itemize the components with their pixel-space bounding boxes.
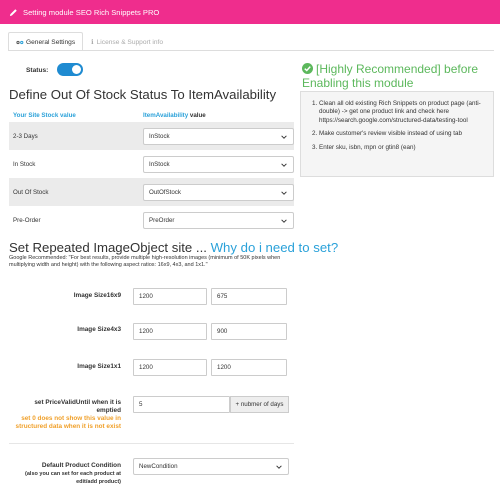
status-toggle[interactable]: [57, 63, 83, 76]
col-header-item-availability: [143, 112, 206, 119]
table-row: [9, 122, 294, 150]
stock-label: Out Of Stock: [13, 188, 49, 196]
stock-label: 2-3 Days: [13, 132, 38, 140]
tab-license-support-label: License & Support info: [96, 38, 163, 46]
image-4x3-height-input[interactable]: 900: [211, 323, 287, 340]
tab-license-support[interactable]: [83, 32, 171, 51]
condition-select[interactable]: [133, 458, 289, 475]
chevron-down-icon: [281, 134, 287, 140]
divider: [9, 443, 294, 444]
tab-bar: [8, 32, 171, 51]
image-16x9-height-input[interactable]: 675: [211, 288, 287, 305]
chevron-down-icon: [281, 218, 287, 224]
image-object-heading: [9, 240, 338, 255]
tab-general-settings-label: General Settings: [26, 38, 76, 46]
recommend-list: [309, 100, 492, 157]
condition-label: [9, 462, 121, 486]
chevron-down-icon: [276, 464, 282, 470]
list-item: 3. Enter sku, isbn, mpn or gtin8 (ean): [319, 144, 492, 152]
col-header-site-stock: Your Site Stock value: [13, 112, 76, 119]
gear-icon: [16, 39, 24, 46]
module-title: Setting module SEO Rich Snippets PRO: [23, 7, 160, 17]
availability-select[interactable]: [143, 184, 294, 201]
module-header: [0, 0, 500, 24]
image-1x1-width-input[interactable]: 1200: [133, 359, 207, 376]
google-note: Google Recommended: "For best results, provide multiple high-resolution images (minimum of 50K pixels when multiplying width and height) with the following aspect ratios: 16x9, 4x3, and 1x1.": [9, 255, 281, 268]
condition-text: Default Product Condition: [41, 462, 121, 469]
availability-select[interactable]: [143, 156, 294, 173]
list-item: 1. Clean all old existing Rich Snippets on product page (anti-double) -> get one product link and check here https://search.google.com/structured-data/testing-tool: [319, 100, 492, 125]
tab-general-settings[interactable]: [8, 32, 83, 51]
price-valid-days-input[interactable]: 5: [133, 396, 230, 413]
image-4x3-width-input[interactable]: 1200: [133, 323, 207, 340]
image-size-16x9-label: Image Size16x9: [73, 292, 121, 299]
stock-label: In Stock: [13, 160, 36, 168]
stock-label: Pre-Order: [13, 216, 41, 224]
days-addon: + nubmer of days: [230, 396, 289, 413]
why-set-link[interactable]: Why do i need to set?: [210, 240, 339, 255]
image-16x9-width-input[interactable]: 1200: [133, 288, 207, 305]
col-header-item-b: value: [189, 112, 206, 119]
price-valid-text: set PriceValidUntil when it is emptied: [34, 399, 121, 414]
chevron-down-icon: [281, 190, 287, 196]
info-icon: ℹ: [91, 39, 94, 46]
table-row: [9, 206, 294, 234]
check-circle-icon: [302, 63, 313, 77]
out-of-stock-heading: Define Out Of Stock Status To ItemAvailability: [9, 87, 277, 102]
recommend-panel: [300, 91, 494, 177]
select-value: OutOfStock: [149, 188, 181, 196]
recommend-title: [Highly Recommended] before Enabling this module: [302, 62, 479, 90]
image-1x1-height-input[interactable]: 1200: [211, 359, 287, 376]
image-size-1x1-label: Image Size1x1: [77, 363, 121, 370]
select-value: InStock: [149, 160, 170, 168]
tab-divider: [8, 50, 494, 51]
select-value: NewCondition: [139, 463, 178, 470]
image-size-4x3-label: Image Size4x3: [77, 326, 121, 333]
condition-hint: (also you can set for each product at edit/add product): [25, 471, 121, 485]
price-valid-hint: set 0 does not show this value in structured data when it is not exist: [15, 415, 121, 430]
table-row: [9, 150, 294, 178]
table-row: [9, 178, 294, 206]
select-value: InStock: [149, 132, 170, 140]
select-value: PreOrder: [149, 216, 175, 224]
recommend-heading: [302, 63, 498, 90]
availability-select[interactable]: [143, 212, 294, 229]
image-object-title: Set Repeated ImageObject site ...: [9, 240, 211, 255]
status-label: Status:: [26, 67, 49, 74]
toggle-knob: [72, 65, 81, 74]
pencil-icon: [9, 7, 19, 17]
col-header-item-a: ItemAvailability: [143, 112, 189, 119]
list-item: 2. Make customer's review visible instead of using tab: [319, 130, 492, 138]
chevron-down-icon: [281, 162, 287, 168]
availability-select[interactable]: [143, 128, 294, 145]
price-valid-label: [9, 399, 121, 431]
